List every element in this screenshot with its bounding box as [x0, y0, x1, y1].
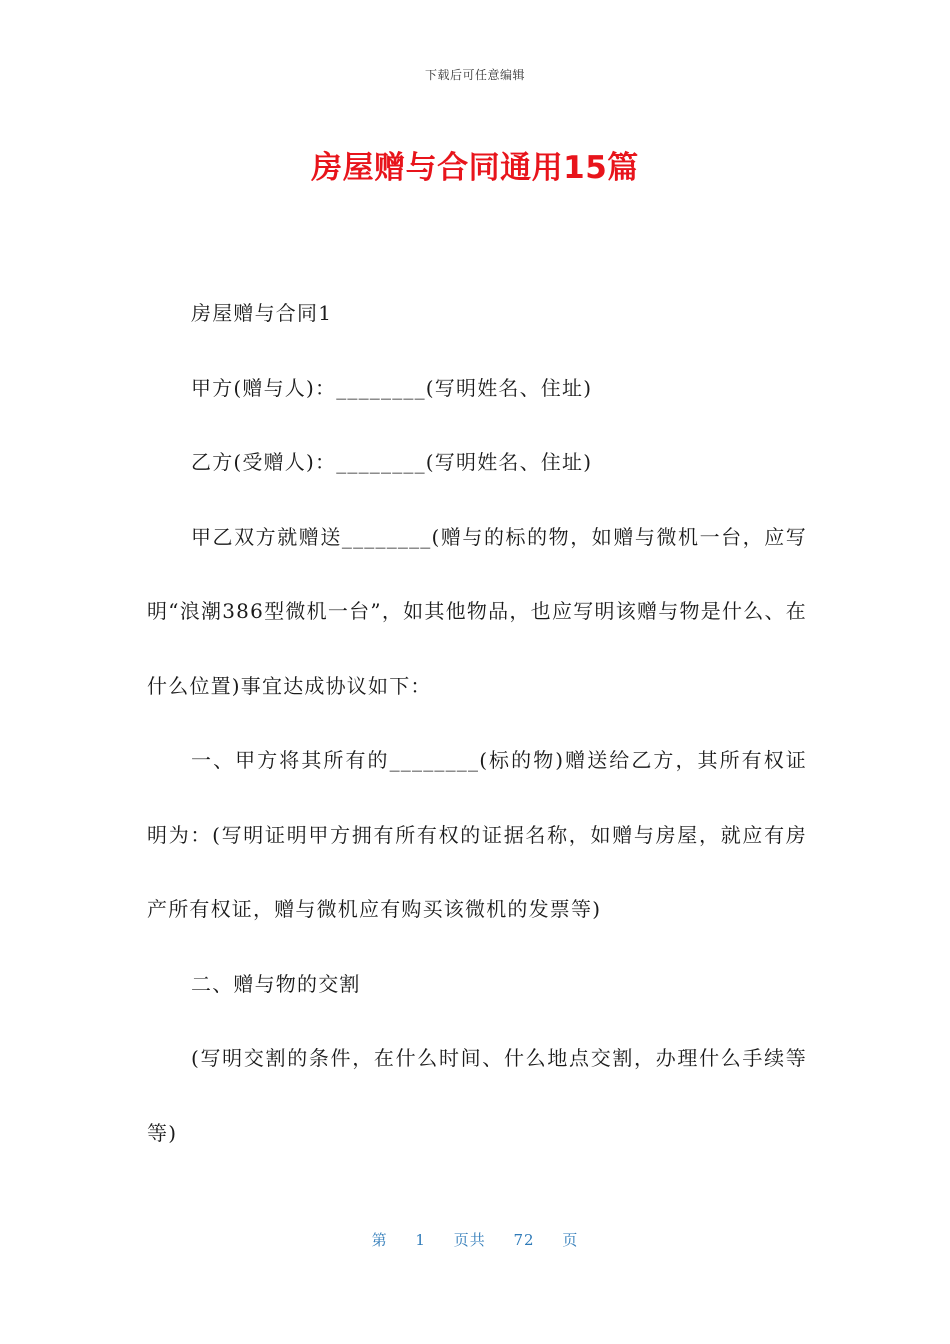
clause-one-paragraph: 一、甲方将其所有的________(标的物)赠送给乙方，其所有权证明为：(写明证明甲方拥有所有权的证据名称，如赠与房屋，就应有房产所有权证，赠与微机应有购买该微机的发票等) [147, 748, 807, 921]
party-b-line: 乙方(受赠人)：________(写明姓名、住址) [191, 450, 593, 474]
footer-total-pages: 72 [513, 1231, 535, 1249]
footer-page-suffix: 页 [562, 1231, 579, 1249]
footer-page-label: 第 [371, 1231, 388, 1249]
party-a-line: 甲方(赠与人)：________(写明姓名、住址) [191, 375, 593, 400]
document-body [147, 276, 807, 1170]
page-footer [0, 1229, 950, 1250]
document-title: 房屋赠与合同通用15篇 [311, 150, 639, 186]
footer-page-of: 页共 [453, 1231, 486, 1249]
section-heading: 房屋赠与合同1 [191, 301, 333, 325]
header-note: 下载后可任意编辑 [424, 68, 525, 82]
clause-two-paragraph: (写明交割的条件，在什么时间、什么地点交割，办理什么手续等等) [147, 1046, 807, 1145]
clause-two-heading: 二、赠与物的交割 [191, 971, 361, 996]
agreement-intro-paragraph: 甲乙双方就赠送________(赠与的标的物，如赠与微机一台，应写明“浪潮386型微机一台”，如其他物品，也应写明该赠与物是什么、在什么位置)事宜达成协议如下： [147, 524, 807, 698]
footer-page-number: 1 [415, 1231, 426, 1249]
